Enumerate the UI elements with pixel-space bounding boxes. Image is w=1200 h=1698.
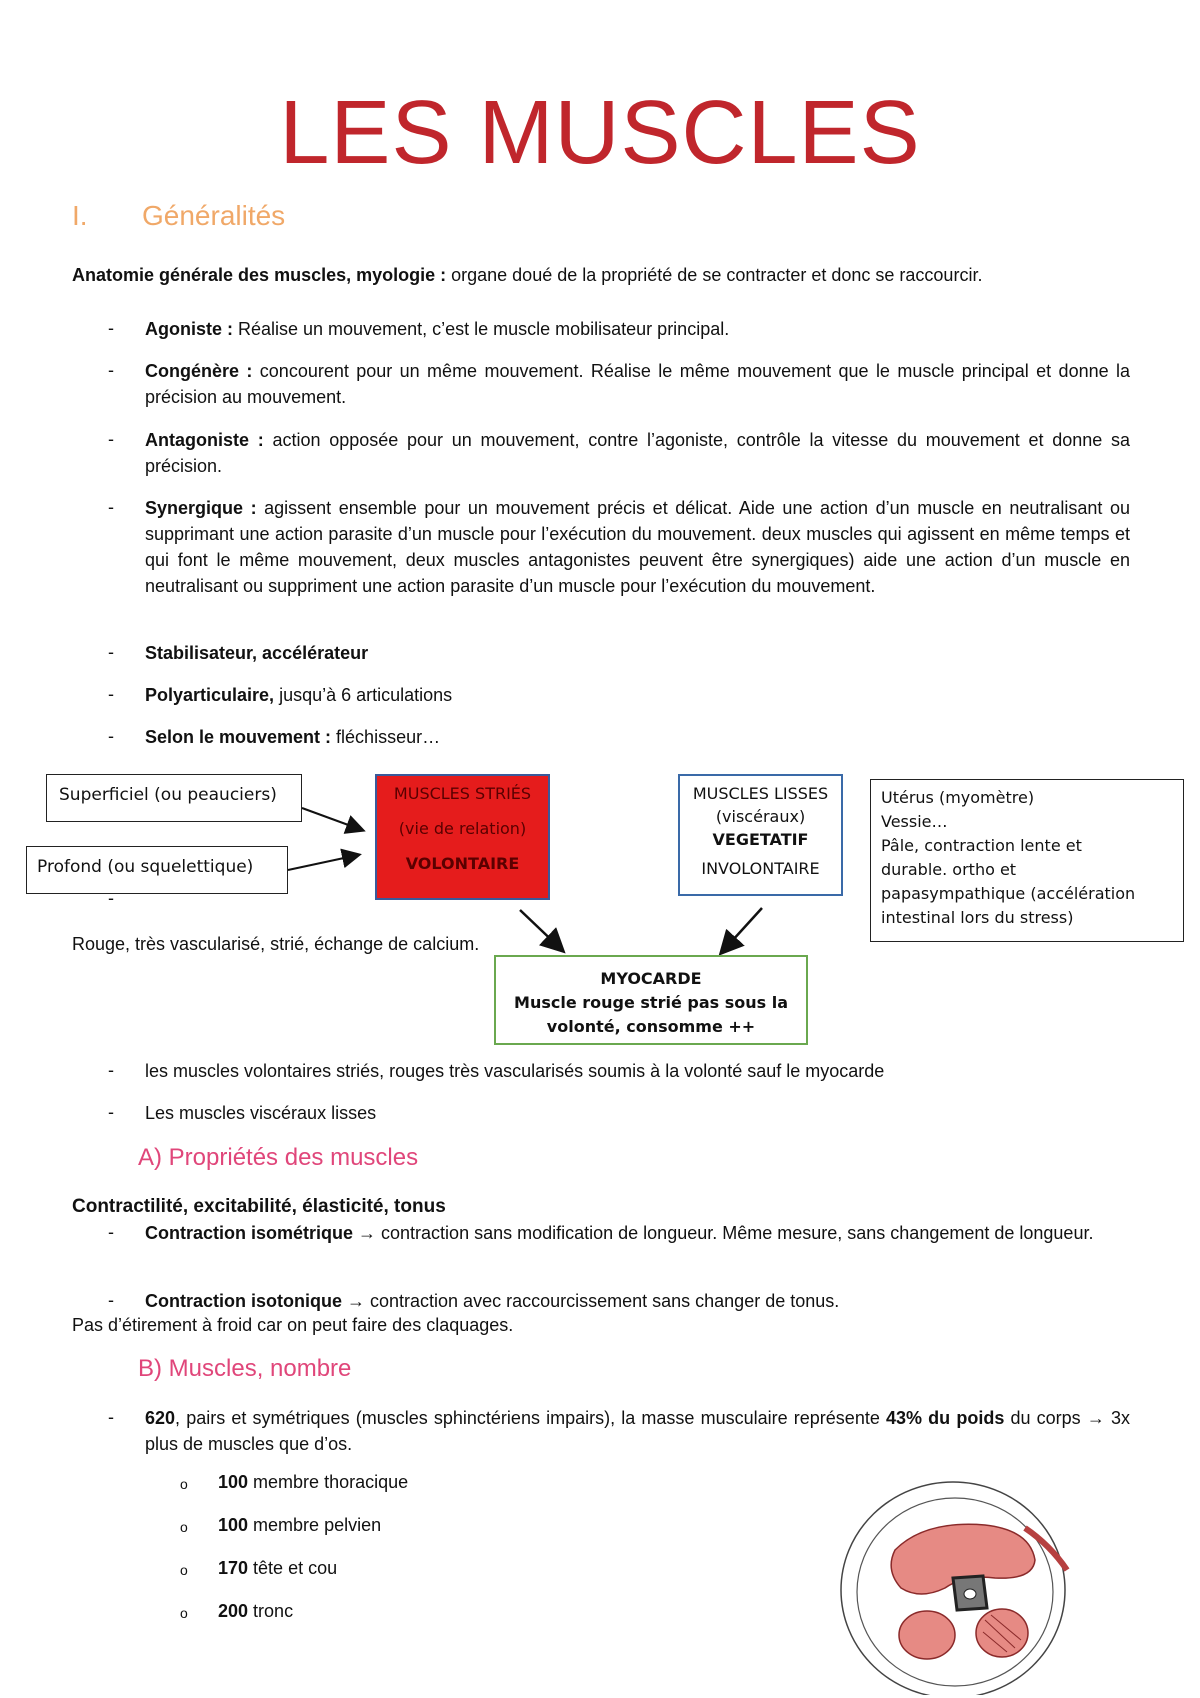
circle-bullet: o xyxy=(180,1605,188,1621)
dash: - xyxy=(108,360,114,380)
myocarde-line2: Muscle rouge strié pas sous la xyxy=(514,993,788,1012)
circle-bullet: o xyxy=(180,1476,188,1492)
stries-line2: (vie de relation) xyxy=(398,819,527,838)
superficiel-box: Superficiel (ou peauciers) xyxy=(46,774,302,822)
lisses-line4: INVOLONTAIRE xyxy=(701,859,820,878)
circle-bullet: o xyxy=(180,1519,188,1535)
stries-line3: VOLONTAIRE xyxy=(405,854,520,873)
section-heading-a: A) Propriétés des muscles xyxy=(138,1144,419,1171)
list-item: 620, pairs et symétriques (muscles sphinctériens impairs), la masse musculaire représente 43% du poids du corps → 3x plus de muscles que d’os. xyxy=(145,1408,1130,1454)
section-heading-b: B) Muscles, nombre xyxy=(138,1355,352,1382)
list-item: Contraction isométrique → contraction sans modification de longueur. Même mesure, sans changement de longueur. xyxy=(145,1223,1094,1243)
sub-item: 170 tête et cou xyxy=(218,1558,338,1578)
muscles-stries-box xyxy=(375,774,550,900)
note-line: Pas d’étirement à froid car on peut faire des claquages. xyxy=(72,1315,514,1335)
intro-text: organe doué de la propriété de se contracter et donc se raccourcir. xyxy=(446,265,983,285)
list-item: Antagoniste : action opposée pour un mouvement, contre l’agoniste, contrôle la vitesse du mouvement et donne sa précision. xyxy=(145,430,1130,476)
arrow xyxy=(520,910,562,950)
list-item: Les muscles viscéraux lisses xyxy=(145,1103,377,1123)
section-number: I. xyxy=(72,200,88,231)
stries-line1: MUSCLES STRIÉS xyxy=(393,784,532,803)
dash: - xyxy=(108,642,114,662)
dash: - xyxy=(108,888,114,908)
dash: - xyxy=(108,1060,114,1080)
dash: - xyxy=(108,726,114,746)
sub-item: 200 tronc xyxy=(218,1601,294,1621)
list-item: Congénère : concourent pour un même mouvement. Réalise le même mouvement que le muscle principal et donne la précision au mouvement. xyxy=(145,361,1131,407)
arrow xyxy=(722,908,762,952)
sub-item: 100 membre pelvien xyxy=(218,1515,382,1535)
list-item: Polyarticulaire, jusqu’à 6 articulations xyxy=(145,685,453,705)
list-item: Synergique : agissent ensemble pour un mouvement précis et délicat. Aide une action d’un muscle en neutralisant ou supprimant une action parasite d’un muscle pour l’exécution du mouvement. deux muscles qui agissent en même temps et qui font le même mouvement, deux muscles antagonistes peuvent être synergiques) aide une action d’un muscle en neutralisant ou suppriment une action parasite d’un muscle pour l’exécution du mouvement. xyxy=(145,498,1130,596)
uterus-line2: Vessie… xyxy=(881,812,948,831)
uterus-line5: papasympathique (accélération xyxy=(881,884,1136,903)
list-item: Selon le mouvement : fléchisseur… xyxy=(145,727,441,747)
list-item: Agoniste : Réalise un mouvement, c’est le muscle mobilisateur principal. xyxy=(145,319,730,339)
muscles-lisses-box xyxy=(678,774,843,896)
lisses-line3: VEGETATIF xyxy=(712,830,809,849)
intro-bold: Anatomie générale des muscles, myologie : xyxy=(72,265,447,285)
arrow xyxy=(288,855,358,870)
muscle-cross-section-illustration xyxy=(835,1470,1095,1695)
dash: - xyxy=(108,684,114,704)
uterus-line6: intestinal lors du stress) xyxy=(881,908,1074,927)
list-item: les muscles volontaires striés, rouges très vascularisés soumis à la volonté sauf le myocarde xyxy=(145,1061,885,1081)
lisses-line2: (viscéraux) xyxy=(715,807,806,826)
dash: - xyxy=(108,1290,114,1310)
profond-box: Profond (ou squelettique) xyxy=(26,846,288,894)
myocarde-line3: volonté, consomme ++ xyxy=(546,1017,756,1036)
circle-bullet: o xyxy=(180,1562,188,1578)
myocarde-box xyxy=(494,955,808,1045)
dash: - xyxy=(108,497,114,517)
list-item: Stabilisateur, accélérateur xyxy=(145,643,369,663)
dash: - xyxy=(108,1222,114,1242)
myocarde-line1: MYOCARDE xyxy=(600,969,702,988)
uterus-line4: durable. ortho et xyxy=(881,860,1017,879)
page-title: LES MUSCLES xyxy=(279,83,921,183)
dash: - xyxy=(108,1102,114,1122)
dash: - xyxy=(108,1407,114,1427)
dash: - xyxy=(108,318,114,338)
list-item: Contraction isotonique → contraction avec raccourcissement sans changer de tonus. xyxy=(145,1291,840,1311)
lisses-line1: MUSCLES LISSES xyxy=(692,784,829,803)
properties-line: Contractilité, excitabilité, élasticité, tonus xyxy=(72,1196,446,1217)
arrow xyxy=(302,808,362,830)
section-title: Généralités xyxy=(142,200,286,231)
uterus-line3: Pâle, contraction lente et xyxy=(881,836,1082,855)
uterus-line1: Utérus (myomètre) xyxy=(881,788,1035,807)
dash: - xyxy=(108,429,114,449)
uterus-box xyxy=(870,779,1184,942)
rouge-line: Rouge, très vascularisé, strié, échange de calcium. xyxy=(72,934,480,954)
sub-item: 100 membre thoracique xyxy=(218,1472,409,1492)
